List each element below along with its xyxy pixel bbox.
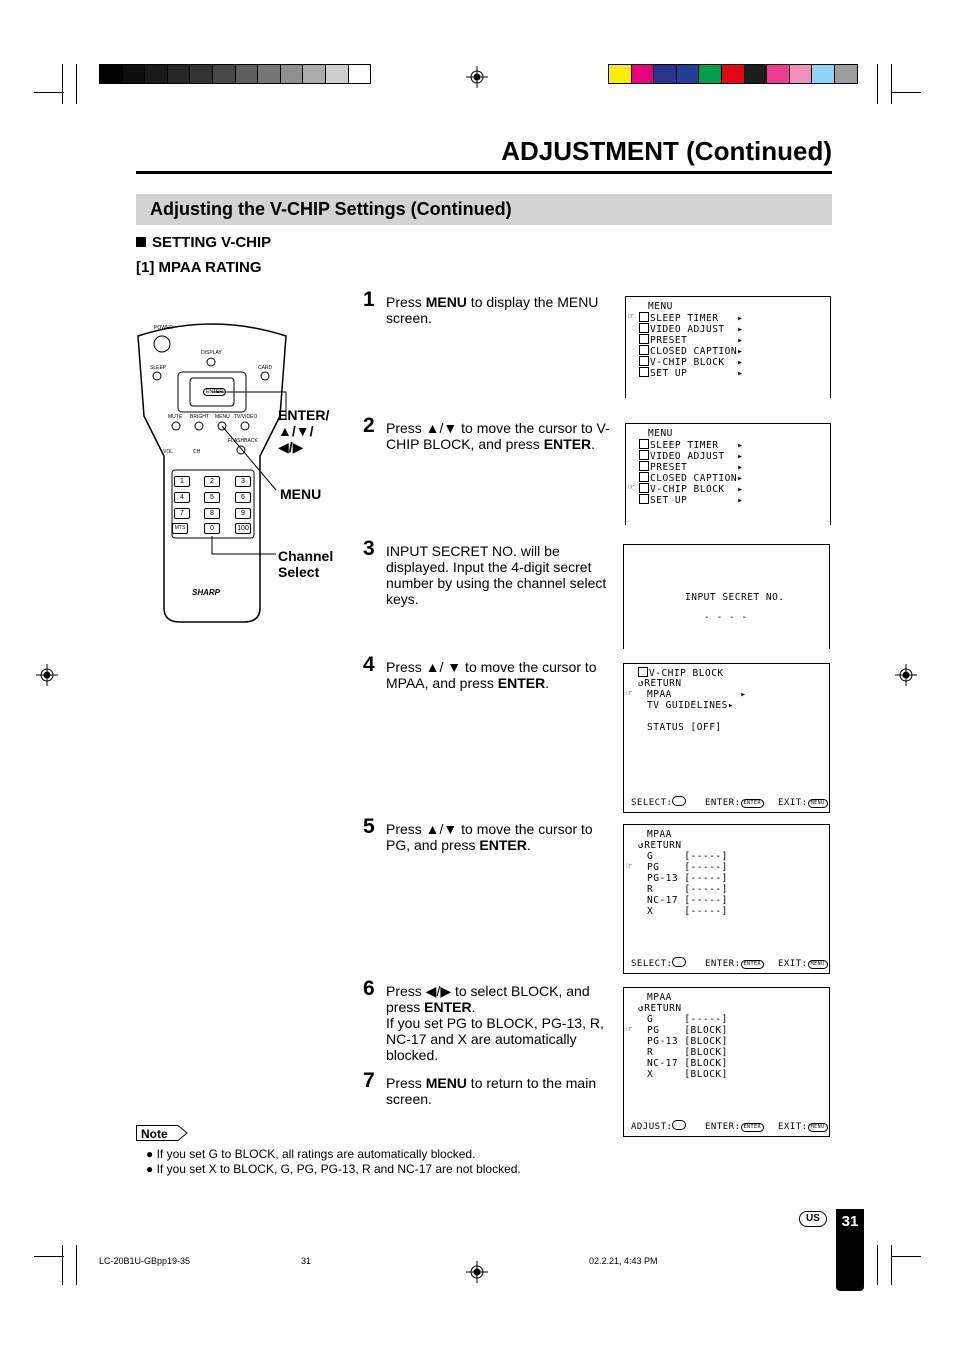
osd-menu-item: SET UP ▸ xyxy=(639,367,743,379)
subheading-setting-vchip: SETTING V-CHIP xyxy=(136,234,271,251)
step-6-text: Press ◀/▶ to select BLOCK, and press ENTER. If you set PG to BLOCK, PG-13, R, NC-17 and X are automatically blocked. xyxy=(386,983,604,1063)
osd-menu-item: SLEEP TIMER ▸ xyxy=(639,439,743,451)
page-title: ADJUSTMENT (Continued) xyxy=(501,136,832,166)
osd-status: STATUS [OFF] xyxy=(647,722,722,733)
osd-rating-row: PG-13 [-----] xyxy=(647,873,728,884)
us-region-badge: US xyxy=(799,1211,827,1227)
footer-filename: LC-20B1U-GBpp19-35 xyxy=(99,1256,191,1266)
osd-menu-item: VIDEO ADJUST ▸ xyxy=(639,450,743,462)
color-calibration-bar xyxy=(608,64,858,84)
osd-menu-item: V-CHIP BLOCK ▸ xyxy=(639,483,743,495)
cursor-hand-icon: ☞ xyxy=(626,861,633,872)
osd-vchip-screen: V-CHIP BLOCK ↺RETURN MPAA ▸ TV GUIDELINES▸ STATUS [OFF] ☞ SELECT: ENTER: ENTER EXIT: MENU xyxy=(623,663,830,813)
osd-title: MPAA xyxy=(647,992,672,1003)
color-swatch xyxy=(145,65,168,83)
channel-key-7[interactable]: 7 xyxy=(174,508,190,519)
osd-menu-item: SLEEP TIMER ▸ xyxy=(639,312,743,324)
channel-key-6[interactable]: 6 xyxy=(235,492,251,503)
menu-item-icon xyxy=(639,367,649,377)
color-swatch xyxy=(100,65,123,83)
osd-rating-row: R [-----] xyxy=(647,884,728,895)
osd-rating-row: X [BLOCK] xyxy=(647,1069,728,1080)
color-swatch xyxy=(349,65,371,83)
cross-pad-icon xyxy=(672,796,686,806)
osd-mpaa-blocked-screen: MPAA ↺RETURN G [-----] PG [BLOCK] PG-13 [BLOCK] R [BLOCK] NC-17 [BLOCK] X [BLOCK] ☞ ADJUST: ENTER: ENTER EXIT: MENU xyxy=(623,987,830,1137)
menu-callout: MENU xyxy=(280,486,322,502)
menu-item-icon xyxy=(639,450,649,460)
footer-page: 31 xyxy=(301,1256,312,1266)
menu-item-icon xyxy=(639,334,649,344)
channel-key-5[interactable]: 5 xyxy=(204,492,220,503)
menu-item-icon xyxy=(639,461,649,471)
cursor-hand-icon: ☞ xyxy=(626,1024,633,1035)
step-4-text: Press ▲/ ▼ to move the cursor to MPAA, and press ENTER. xyxy=(386,659,597,691)
color-swatch xyxy=(236,65,259,83)
osd-menu-item: SET UP ▸ xyxy=(639,494,743,506)
osd-menu-item: V-CHIP BLOCK xyxy=(638,667,724,679)
osd-rating-row: X [-----] xyxy=(647,906,728,917)
section-heading-bar xyxy=(136,194,832,225)
color-swatch xyxy=(326,65,349,83)
osd-rating-row: PG [-----] xyxy=(647,862,728,873)
title-rule xyxy=(136,171,832,174)
step-number: 3 xyxy=(363,537,375,560)
osd-title: MENU xyxy=(648,428,673,439)
menu-item-icon xyxy=(638,667,648,677)
osd-menu-item: V-CHIP BLOCK ▸ xyxy=(639,356,743,368)
mts-key[interactable]: MTS xyxy=(172,523,188,534)
registration-mark-left xyxy=(36,664,58,686)
osd-return: ↺RETURN xyxy=(638,678,682,689)
footer-date: 02.2.21, 4:43 PM xyxy=(589,1256,658,1266)
square-bullet-icon xyxy=(136,237,146,247)
channel-key-100[interactable]: 100 xyxy=(235,523,251,534)
osd-menu-item: MPAA ▸ xyxy=(647,689,747,700)
menu-item-icon xyxy=(639,472,649,482)
osd-menu-item: PRESET ▸ xyxy=(639,334,743,346)
sharp-logo: SHARP xyxy=(192,588,221,597)
note-item: ● If you set X to BLOCK, G, PG, PG-13, R and NC-17 are not blocked. xyxy=(146,1162,521,1176)
menu-item-icon xyxy=(639,356,649,366)
step-1-text: Press MENU to display the MENU screen. xyxy=(386,294,599,326)
secret-prompt: INPUT SECRET NO. xyxy=(685,592,785,603)
menu-item-icon xyxy=(639,312,649,322)
note-label: Note xyxy=(141,1127,168,1141)
step-3-text: INPUT SECRET NO. will be displayed. Input the 4-digit secret number by using the channel select keys. xyxy=(386,543,607,607)
color-swatch xyxy=(767,65,790,83)
color-swatch xyxy=(123,65,146,83)
osd-rating-row: G [-----] xyxy=(647,1014,728,1025)
osd-rating-row: G [-----] xyxy=(647,851,728,862)
menu-item-icon xyxy=(639,494,649,504)
step-number: 7 xyxy=(363,1069,375,1092)
channel-select-callout: Channel Select xyxy=(278,548,334,580)
step-number: 5 xyxy=(363,815,375,838)
color-swatch xyxy=(213,65,236,83)
osd-menu-item: PRESET ▸ xyxy=(639,461,743,473)
cross-pad-icon xyxy=(672,957,686,967)
registration-mark-right xyxy=(895,664,917,686)
step-number: 6 xyxy=(363,977,375,1000)
osd-menu-item: VIDEO ADJUST ▸ xyxy=(639,323,743,335)
cursor-hand-icon: ☞ xyxy=(628,482,635,493)
step-number: 1 xyxy=(363,288,375,311)
osd-title: MPAA xyxy=(647,829,672,840)
color-swatch xyxy=(609,65,632,83)
page-number-tab: 31 xyxy=(836,1209,864,1291)
step-5-text: Press ▲/▼ to move the cursor to PG, and press ENTER. xyxy=(386,821,593,853)
menu-item-icon xyxy=(639,345,649,355)
registration-mark-bottom xyxy=(466,1261,488,1283)
osd-menu-item: TV GUIDELINES▸ xyxy=(647,700,735,711)
osd-mpaa-screen: MPAA ↺RETURN G [-----] PG [-----] PG-13 [-----] R [-----] NC-17 [-----] X [-----] ☞ SELECT: ENTER: ENTER EXIT: MENU xyxy=(623,824,830,974)
osd-rating-row: PG [BLOCK] xyxy=(647,1025,728,1036)
osd-secret-screen xyxy=(623,544,830,649)
menu-item-icon xyxy=(639,483,649,493)
cursor-hand-icon: ☞ xyxy=(626,688,633,699)
step-number: 4 xyxy=(363,653,375,676)
color-swatch xyxy=(699,65,722,83)
channel-key-0[interactable]: 0 xyxy=(204,523,220,534)
color-swatch xyxy=(258,65,281,83)
menu-item-icon xyxy=(639,323,649,333)
color-swatch xyxy=(722,65,745,83)
osd-return: ↺RETURN xyxy=(638,840,682,851)
color-swatch xyxy=(745,65,768,83)
osd-menu-item: CLOSED CAPTION▸ xyxy=(639,472,743,484)
osd-rating-row: NC-17 [BLOCK] xyxy=(647,1058,728,1069)
color-swatch xyxy=(812,65,835,83)
osd-menu-item: CLOSED CAPTION▸ xyxy=(639,345,743,357)
registration-mark-top xyxy=(466,66,488,88)
channel-key-4[interactable]: 4 xyxy=(174,492,190,503)
color-swatch xyxy=(190,65,213,83)
channel-key-8[interactable]: 8 xyxy=(204,508,220,519)
enter-key[interactable]: ENTER xyxy=(203,388,226,396)
color-swatch xyxy=(303,65,326,83)
cursor-hand-icon: ☞ xyxy=(628,311,635,322)
step-7-text: Press MENU to return to the main screen. xyxy=(386,1075,597,1107)
enter-callout: ENTER/ ▲/▼/ ◀/▶ xyxy=(278,407,330,455)
osd-rating-row: R [BLOCK] xyxy=(647,1047,728,1058)
osd-title: MENU xyxy=(648,301,673,312)
osd-menu-screen xyxy=(625,296,831,398)
color-swatch xyxy=(281,65,304,83)
channel-key-1[interactable]: 1 xyxy=(174,476,190,487)
note-item: ● If you set G to BLOCK, all ratings are automatically blocked. xyxy=(146,1147,476,1161)
cross-pad-icon xyxy=(672,1120,686,1130)
step-2-text: Press ▲/▼ to move the cursor to V-CHIP BLOCK, and press ENTER. xyxy=(386,420,610,452)
color-swatch xyxy=(654,65,677,83)
gray-calibration-bar xyxy=(99,64,371,84)
color-swatch xyxy=(790,65,813,83)
section-heading: Adjusting the V-CHIP Settings (Continued) xyxy=(150,199,512,219)
secret-dashes: - - - - xyxy=(704,612,748,623)
step-number: 2 xyxy=(363,414,375,437)
channel-key-2[interactable]: 2 xyxy=(204,476,220,487)
channel-key-3[interactable]: 3 xyxy=(235,476,251,487)
channel-key-9[interactable]: 9 xyxy=(235,508,251,519)
color-swatch xyxy=(677,65,700,83)
color-swatch xyxy=(168,65,191,83)
osd-return: ↺RETURN xyxy=(638,1003,682,1014)
osd-rating-row: PG-13 [BLOCK] xyxy=(647,1036,728,1047)
osd-rating-row: NC-17 [-----] xyxy=(647,895,728,906)
osd-menu-screen-vchip xyxy=(625,423,831,525)
color-swatch xyxy=(835,65,857,83)
color-swatch xyxy=(632,65,655,83)
menu-item-icon xyxy=(639,439,649,449)
subheading-mpaa-rating: [1] MPAA RATING xyxy=(136,259,262,276)
